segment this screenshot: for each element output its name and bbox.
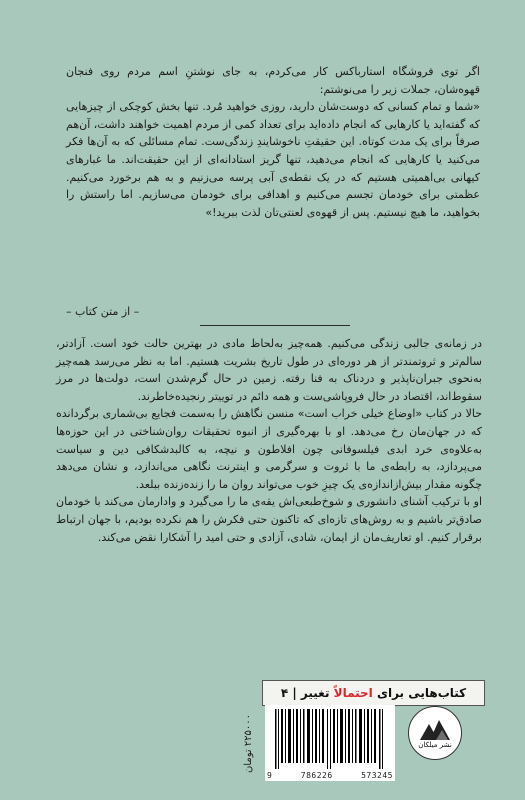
isbn-prefix-digit: 9	[267, 771, 273, 780]
description-paragraph: او با ترکیب آشنای دانشوری و شوخ‌طبعی‌اش یقه‌ی ما را می‌گیرد و وادارمان می‌کند با خودمان صادق‌تر باشیم و به روش‌های تازه‌ای که تاکنون حتی فکرش را هم نکرده بودیم، با جهان ارتباط برقرار کنیم. او تعاریف‌مان از ایمان، شادی، آزادی و حتی امید را آشکارا نقض می‌کند.	[56, 495, 482, 544]
series-number: ۴	[280, 686, 289, 700]
isbn-right-group: 573245	[361, 771, 393, 780]
mountains-icon	[420, 718, 450, 740]
excerpt-intro: اگر توی فروشگاه استارباکس کار می‌کردم، به جای نوشتنِ اسم مردم روی فنجان قهوه‌شان، جملات زیر را می‌نوشتم:	[66, 65, 480, 96]
barcode-icon	[275, 709, 385, 769]
book-excerpt	[66, 63, 480, 221]
isbn-number	[267, 771, 393, 780]
series-suffix: تغییر	[300, 686, 330, 700]
publisher-logo	[408, 706, 462, 760]
excerpt-quote: «شما و تمام کسانی که دوست‌شان دارید، روزی خواهید مُرد. تنها بخش کوچکی از چیزهایی که گفته‌اید یا کارهایی که انجام داده‌اید برای تعداد کمی از مردم اهمیت خواهند داشت، آن‌هم صرفاً برای یک مدت کوتاه. این حقیقتِ ناخوشایندِ زندگی‌ست. تمام مسائلی که به آن‌ها فکر می‌کنید یا کارهایی که انجام می‌دهید، تنها گریز استادانه‌ای از این حقیقت‌اند. ما غبارهای کیهانی بی‌اهمیتی هستیم که در یک نقطه‌ی آبی پرسه می‌زنیم و به هم برخورد می‌کنیم. عظمتی برای خودمان تجسم می‌کنیم و اهدافی برای خودمان می‌سازیم. اما راستش را بخواهید، ما هیچ نیستیم. پس از قهوه‌ی لعنتی‌تان لذت ببرید!»	[66, 100, 480, 219]
series-banner: کتاب‌هایی برای احتمالاً تغییر | ۴	[262, 680, 485, 706]
description-paragraph: در زمانه‌ی جالبی زندگی می‌کنیم. همه‌چیز به‌لحاظ مادی در بهترین حالت خود است. آزادتر، سالم‌تر و ثروتمندتر از هر دوره‌ای در طول تاریخ بشریت هستیم. اما به نظر می‌رسد همه‌چیز به‌نحوی جبران‌ناپذیر و دردناک به فنا رفته. زمین در حال گرم‌شدن است، دولت‌ها در مرز سقوط‌اند، اقتصاد در حال فروپاشی‌ست و همه دائم در توییتر رنجیده‌خاطرند.	[56, 337, 482, 403]
series-prefix: کتاب‌هایی برای	[376, 686, 467, 700]
excerpt-source: – از متن کتاب –	[66, 305, 140, 318]
isbn-left-group: 786226	[300, 771, 333, 780]
publisher-name: نشر میلکان	[418, 740, 452, 749]
book-description	[56, 335, 482, 546]
price-text: ۲۲۵۰۰۰ تومان	[243, 713, 255, 773]
price-label	[239, 705, 259, 781]
series-accent-word: احتمالاً	[333, 686, 373, 700]
isbn-barcode	[265, 705, 395, 781]
section-divider	[200, 325, 350, 326]
description-paragraph: حالا در کتاب «اوضاع خیلی خراب است» منسن نگاهش را به‌سمت فجایع بی‌شماری برگردانده که در جهان‌مان رخ می‌دهد. او با بهره‌گیری از انبوه تحقیقات روان‌شناختی در این حوزه‌ها به‌علاوه‌ی خرد ابدی فیلسوفانی چون افلاطون و نیچه، به کالبدشکافی دین و سیاست می‌پردازد، به رابطه‌ی ما با ثروت و سرگرمی و اینترنت نگاهی می‌اندازد، و نشان می‌دهد چگونه مقدار بیش‌ازاندازه‌ی یک چیزِ خوب می‌تواند روان ما را زنده‌زنده ببلعد.	[56, 407, 482, 491]
